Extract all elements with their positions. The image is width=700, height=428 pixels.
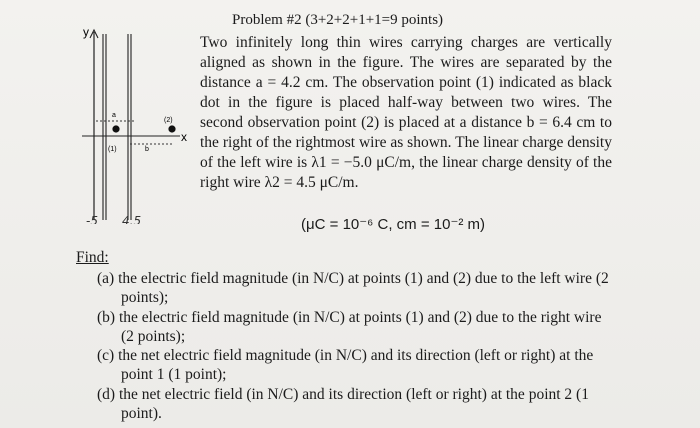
- question-d: (d) the net electric field (in N/C) and its direction (left or right) at the point 2 (1 point).: [97, 385, 589, 423]
- figure-drawing: [78, 24, 196, 224]
- problem-title: Problem #2 (3+2+2+1+1=9 points): [232, 12, 444, 28]
- x-axis-label: x: [181, 130, 187, 144]
- question-b: (b) the electric field magnitude (in N/C) at points (1) and (2) due to the right wire (2 points);: [97, 308, 602, 345]
- point-1-dot: [112, 125, 119, 132]
- label-b: b: [145, 146, 149, 153]
- question-a: (a) the electric field magnitude (in N/C) at points (1) and (2) due to the left wire (2 points);: [97, 270, 609, 307]
- point-2-label: (2): [164, 117, 173, 124]
- question-c: (c) the net electric field magnitude (in N/C) and its direction (left or right) at the point 1 (1 point);: [97, 347, 594, 384]
- handwritten-right-note: 4.5: [122, 214, 142, 224]
- handwritten-left-note: -5: [86, 214, 98, 224]
- point-1-label: (1): [108, 146, 117, 153]
- y-axis-label: y: [83, 25, 89, 39]
- find-heading: Find:: [76, 249, 109, 266]
- point-2-dot: [168, 125, 175, 132]
- question-list: [97, 269, 617, 423]
- wire-figure: [78, 24, 196, 224]
- units-note: (μC = 10⁻⁶ C, cm = 10⁻² m): [301, 216, 486, 233]
- problem-statement: Two infinitely long thin wires carrying charges are vertically aligned as shown in the figure. The wires are separated by the distance a = 4.2 cm. The observation point (1) indicated as black dot in the figure is placed half-way between two wires. The second observation point (2) is placed at a distance b = 6.4 cm to the right of the rightmost wire as shown. The linear charge density of the left wire is λ1 = −5.0 μC/m, the linear charge density of the right wire λ2 = 4.5 μC/m.: [200, 34, 612, 191]
- label-a: a: [112, 112, 116, 119]
